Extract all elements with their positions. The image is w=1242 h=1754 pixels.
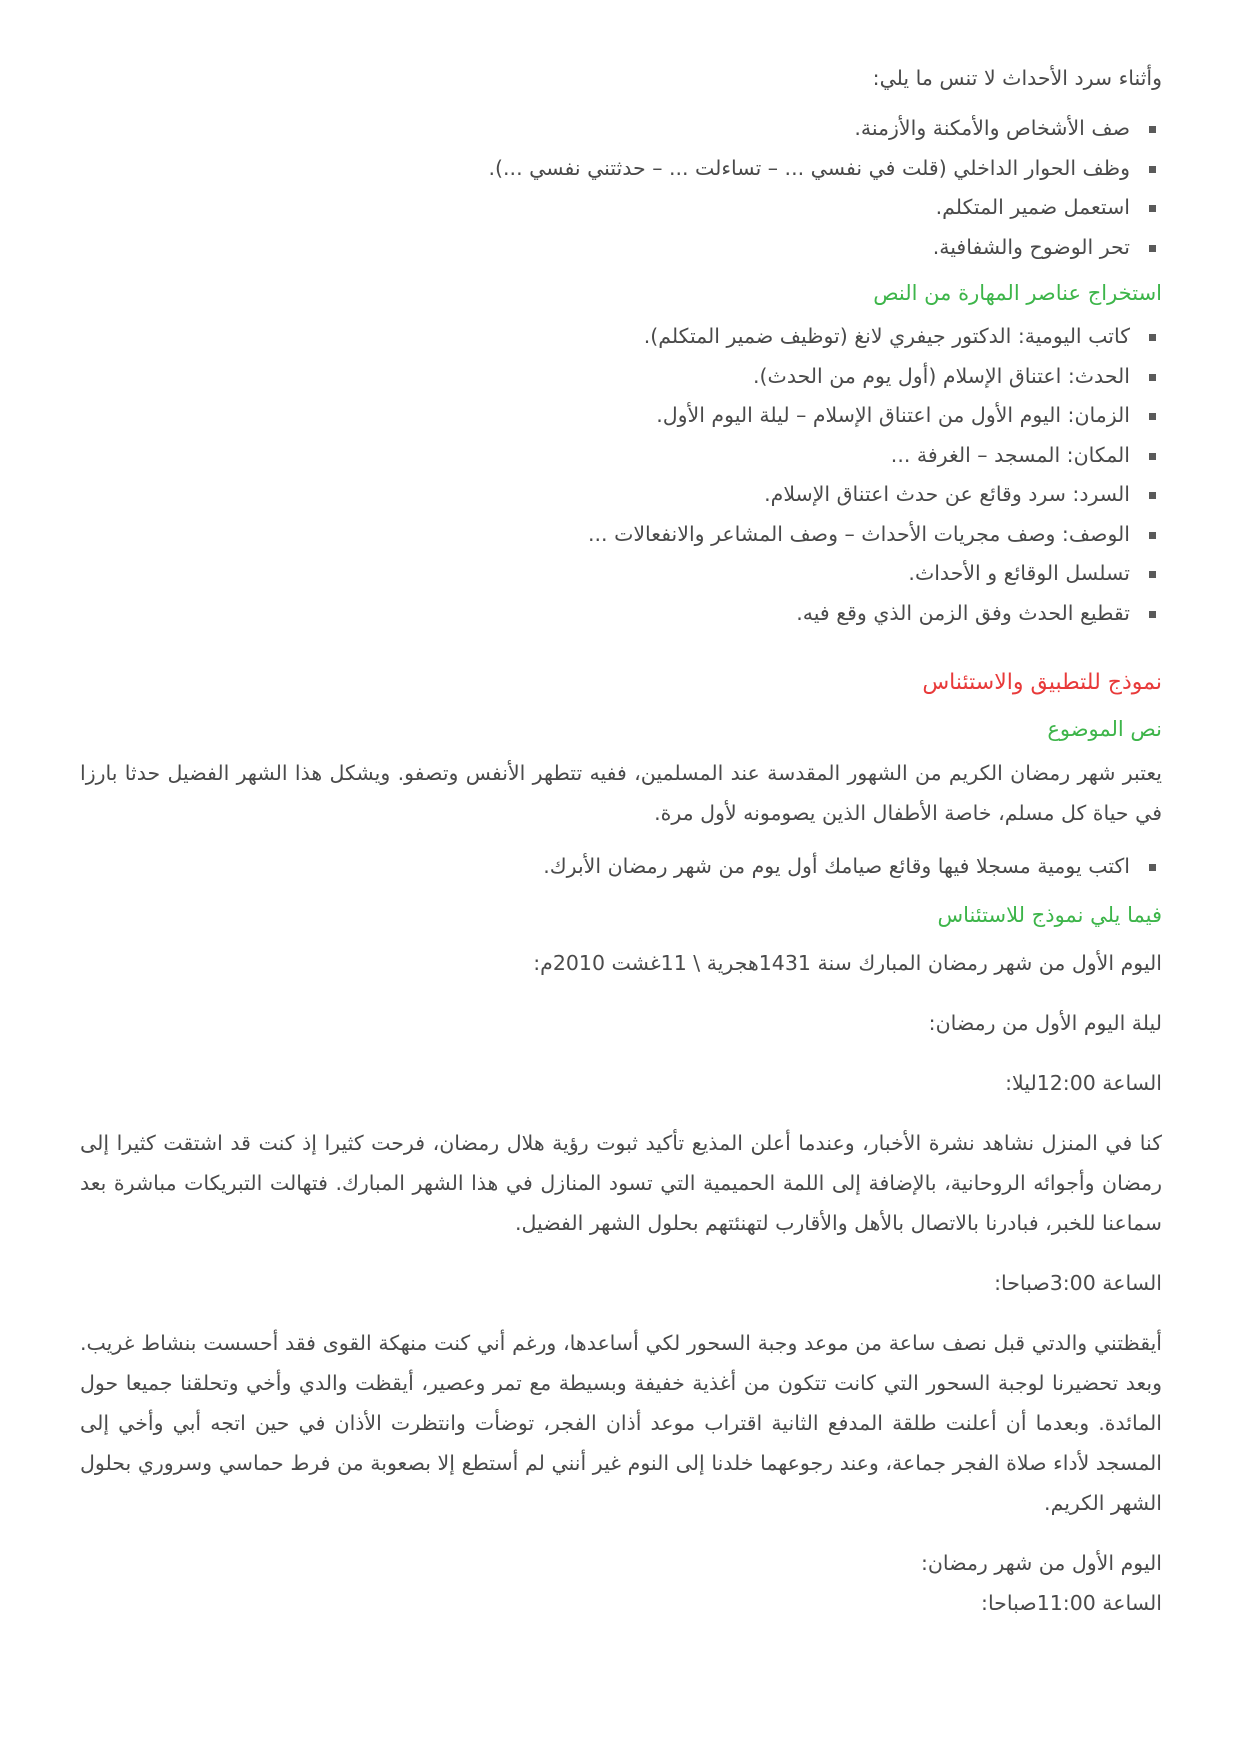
list-item: السرد: سرد وقائع عن حدث اعتناق الإسلام.	[80, 475, 1130, 515]
list-item: الحدث: اعتناق الإسلام (أول يوم من الحدث).	[80, 357, 1130, 397]
intro-line: وأثناء سرد الأحداث لا تنس ما يلي:	[872, 66, 1162, 90]
diary-paragraph-1: كنا في المنزل نشاهد نشرة الأخبار، وعندما أعلن المذيع تأكيد ثبوت رؤية هلال رمضان، فرحت كثيرا إذ كنت قد اشتقت كثيرا إلى رمضان وأجوائه الروحانية، بالإضافة إلى اللمة الحميمية التي تسود المنازل في هذا الشهر المبارك. فتهالت التبريكات مباشرة بعد سماعنا للخبر، فبادرنا بالاتصال بالأهل والأقارب لتهنئتهم بحلول الشهر الفضيل.	[80, 1130, 1162, 1235]
tips-list	[80, 109, 1162, 267]
diary-date-line: اليوم الأول من شهر رمضان المبارك سنة 1431هجرية \ 11غشت 2010م:	[533, 950, 1162, 975]
list-item: الزمان: اليوم الأول من اعتناق الإسلام – ليلة اليوم الأول.	[80, 396, 1130, 436]
extraction-list	[80, 317, 1162, 633]
list-item: المكان: المسجد – الغرفة ...	[80, 436, 1130, 476]
topic-heading: نص الموضوع	[1047, 717, 1162, 741]
time-entry-3: الساعة 11:00صباحا:	[981, 1590, 1162, 1615]
list-item: صف الأشخاص والأمكنة والأزمنة.	[80, 109, 1130, 149]
task-list	[80, 847, 1162, 887]
diary-paragraph-2: أيقظتني والدتي قبل نصف ساعة من موعد وجبة السحور لكي أساعدها، ورغم أني كنت منهكة القوى فقد أحسست بنشاط غريب. وبعد تحضيرنا لوجبة السحور التي كانت تتكون من أغذية خفيفة وبسيطة مع تمر وعصير، أيقظت والدي وأخي وتحلقنا جميعا حول المائدة. وبعدما أن أعلنت طلقة المدفع الثانية اقتراب موعد أذان الفجر، توضأت وانتظرت الأذان في حين اتجه أبي وأخي إلى المسجد لأداء صلاة الفجر جماعة، وعند رجوعهما خلدنا إلى النوم غير أنني لم أستطع إلا بصعوبة من فرط حماسي وسروري بحلول الشهر الكريم.	[80, 1330, 1162, 1515]
topic-text: يعتبر شهر رمضان الكريم من الشهور المقدسة عند المسلمين، ففيه تتطهر الأنفس وتصفو. ويشكل هذا الشهر الفضيل حدثا بارزا في حياة كل مسلم، خاصة الأطفال الذين يصومونه لأول مرة.	[80, 761, 1162, 825]
list-item: تسلسل الوقائع و الأحداث.	[80, 554, 1130, 594]
list-item: وظف الحوار الداخلي (قلت في نفسي ... – تساءلت ... – حدثتني نفسي ...).	[80, 149, 1130, 189]
model-heading: نموذج للتطبيق والاستئناس	[922, 670, 1162, 695]
list-item: الوصف: وصف مجريات الأحداث – وصف المشاعر والانفعالات ...	[80, 515, 1130, 555]
example-heading: فيما يلي نموذج للاستئناس	[937, 902, 1162, 927]
list-item: استعمل ضمير المتكلم.	[80, 188, 1130, 228]
list-item: تحر الوضوح والشفافية.	[80, 228, 1130, 268]
time-entry-1: الساعة 12:00ليلا:	[1005, 1070, 1162, 1095]
list-item: تقطيع الحدث وفق الزمن الذي وقع فيه.	[80, 594, 1130, 634]
time-entry-2: الساعة 3:00صباحا:	[994, 1270, 1162, 1295]
extraction-heading: استخراج عناصر المهارة من النص	[873, 281, 1162, 305]
list-item: اكتب يومية مسجلا فيها وقائع صيامك أول يوم من شهر رمضان الأبرك.	[80, 847, 1130, 887]
night-title: ليلة اليوم الأول من رمضان:	[928, 1010, 1162, 1035]
day-title: اليوم الأول من شهر رمضان:	[920, 1550, 1162, 1575]
list-item: كاتب اليومية: الدكتور جيفري لانغ (توظيف ضمير المتكلم).	[80, 317, 1130, 357]
